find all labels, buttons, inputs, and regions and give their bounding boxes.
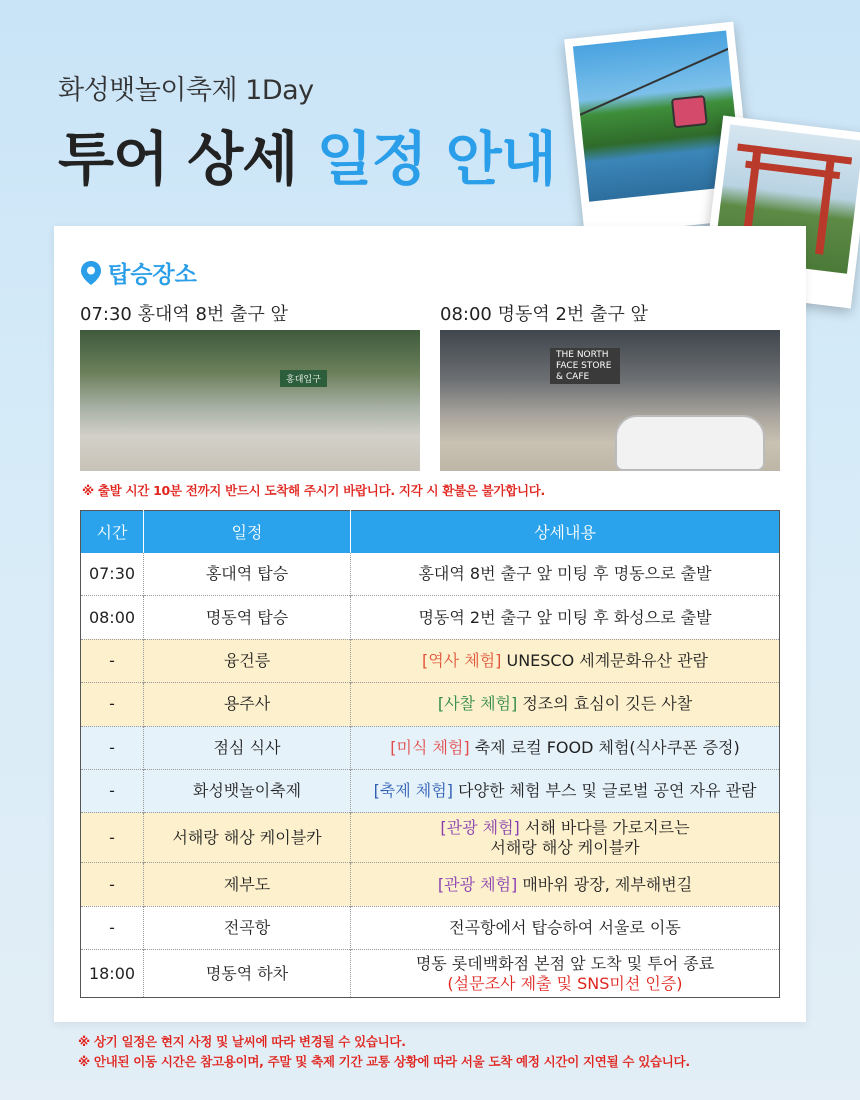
cell-time: - xyxy=(81,726,144,769)
cell-place: 명동역 하차 xyxy=(144,950,351,998)
tag-festival: [축제 체험] xyxy=(373,781,453,801)
cell-time: - xyxy=(81,863,144,906)
tag-food: [미식 체험] xyxy=(390,737,470,757)
detail-text: 서해 바다를 가로지르는 xyxy=(519,817,690,837)
schedule-table xyxy=(80,510,780,998)
table-row xyxy=(81,950,780,998)
map-pin-icon xyxy=(80,260,102,286)
cell-time: 08:00 xyxy=(81,596,144,639)
arrival-notice: ※ 출발 시간 10분 전까지 반드시 도착해 주시기 바랍니다. 지각 시 환불은 불가합니다. xyxy=(82,483,545,498)
cell-time: 18:00 xyxy=(81,950,144,998)
taxi-graphic xyxy=(615,415,765,471)
boarding-section-label: 탑승장소 xyxy=(108,262,197,288)
cell-place: 용주사 xyxy=(144,683,351,726)
cell-time: - xyxy=(81,906,144,949)
cell-time: - xyxy=(81,683,144,726)
store-sign: THE NORTH FACE STORE & CAFE xyxy=(550,348,620,384)
hongdae-station-photo xyxy=(80,330,420,471)
cell-place: 제부도 xyxy=(144,863,351,906)
tag-history: [역사 체험] xyxy=(421,650,502,670)
detail-text: 명동 롯데백화점 본점 앞 도착 및 투어 종료 xyxy=(415,953,715,973)
boarding-section-header xyxy=(80,256,197,289)
cell-time: 07:30 xyxy=(81,553,144,596)
footnote-schedule-change: ※ 상기 일정은 현지 사정 및 날씨에 따라 변경될 수 있습니다. xyxy=(78,1034,406,1049)
table-row xyxy=(81,906,780,949)
page-subtitle: 화성뱃놀이축제 1Day xyxy=(58,75,314,106)
detail-text: 다양한 체험 부스 및 글로벌 공연 자유 관람 xyxy=(452,781,757,801)
cell-place: 점심 식사 xyxy=(144,726,351,769)
boarding-location-hongdae: 07:30 홍대역 8번 출구 앞 xyxy=(80,304,288,325)
cell-time: - xyxy=(81,639,144,682)
title-accent: 일정 안내 xyxy=(316,125,556,193)
schedule-card xyxy=(54,226,806,1022)
cell-place: 전곡항 xyxy=(144,906,351,949)
table-row xyxy=(81,813,780,863)
cell-detail: 명동역 2번 출구 앞 미팅 후 화성으로 출발 xyxy=(351,596,780,639)
tag-temple: [사찰 체험] xyxy=(437,694,518,714)
boarding-location-myeongdong: 08:00 명동역 2번 출구 앞 xyxy=(440,304,648,325)
cell-detail: 전곡항에서 탑승하여 서울로 이동 xyxy=(351,906,780,949)
table-row xyxy=(81,726,780,769)
cell-detail xyxy=(351,813,780,863)
myeongdong-station-photo xyxy=(440,330,780,471)
page-title xyxy=(58,112,556,196)
table-row xyxy=(81,553,780,596)
cell-place: 융건릉 xyxy=(144,639,351,682)
header-schedule: 일정 xyxy=(144,511,351,553)
table-row xyxy=(81,863,780,906)
cell-place: 화성뱃놀이축제 xyxy=(144,769,351,812)
detail-text-line2: 서해랑 해상 케이블카 xyxy=(490,837,640,857)
cell-place: 서해랑 해상 케이블카 xyxy=(144,813,351,863)
cell-detail xyxy=(351,863,780,906)
cell-place: 명동역 탑승 xyxy=(144,596,351,639)
tag-tour: [관광 체험] xyxy=(440,817,520,837)
detail-text-survey: (설문조사 제출 및 SNS미션 인증) xyxy=(447,973,683,993)
table-row xyxy=(81,683,780,726)
footnote-travel-time: ※ 안내된 이동 시간은 참고용이며, 주말 및 축제 기간 교통 상황에 따라 서울 도착 예정 시간이 지연될 수 있습니다. xyxy=(78,1054,690,1069)
header-time: 시간 xyxy=(81,511,144,553)
cell-detail xyxy=(351,639,780,682)
table-row xyxy=(81,639,780,682)
cell-detail: 홍대역 8번 출구 앞 미팅 후 명동으로 출발 xyxy=(418,563,712,583)
table-header-row xyxy=(81,511,780,553)
tag-tour: [관광 체험] xyxy=(437,874,518,894)
detail-text: 축제 로컬 FOOD 체험(식사쿠폰 증정) xyxy=(469,737,740,757)
table-row xyxy=(81,769,780,812)
detail-text: 정조의 효심이 깃든 사찰 xyxy=(517,694,693,714)
cell-time: - xyxy=(81,813,144,863)
cell-detail xyxy=(351,683,780,726)
cell-detail xyxy=(351,726,780,769)
cell-detail xyxy=(351,769,780,812)
cell-place: 홍대역 탑승 xyxy=(144,553,351,596)
cell-time: - xyxy=(81,769,144,812)
detail-text: 매바위 광장, 제부해변길 xyxy=(517,874,693,894)
station-sign: 홍대입구 xyxy=(280,370,327,387)
header-detail: 상세내용 xyxy=(351,511,780,553)
table-row xyxy=(81,596,780,639)
cell-detail xyxy=(351,950,780,998)
detail-text: UNESCO 세계문화유산 관람 xyxy=(501,650,709,670)
title-main: 투어 상세 xyxy=(58,125,298,193)
